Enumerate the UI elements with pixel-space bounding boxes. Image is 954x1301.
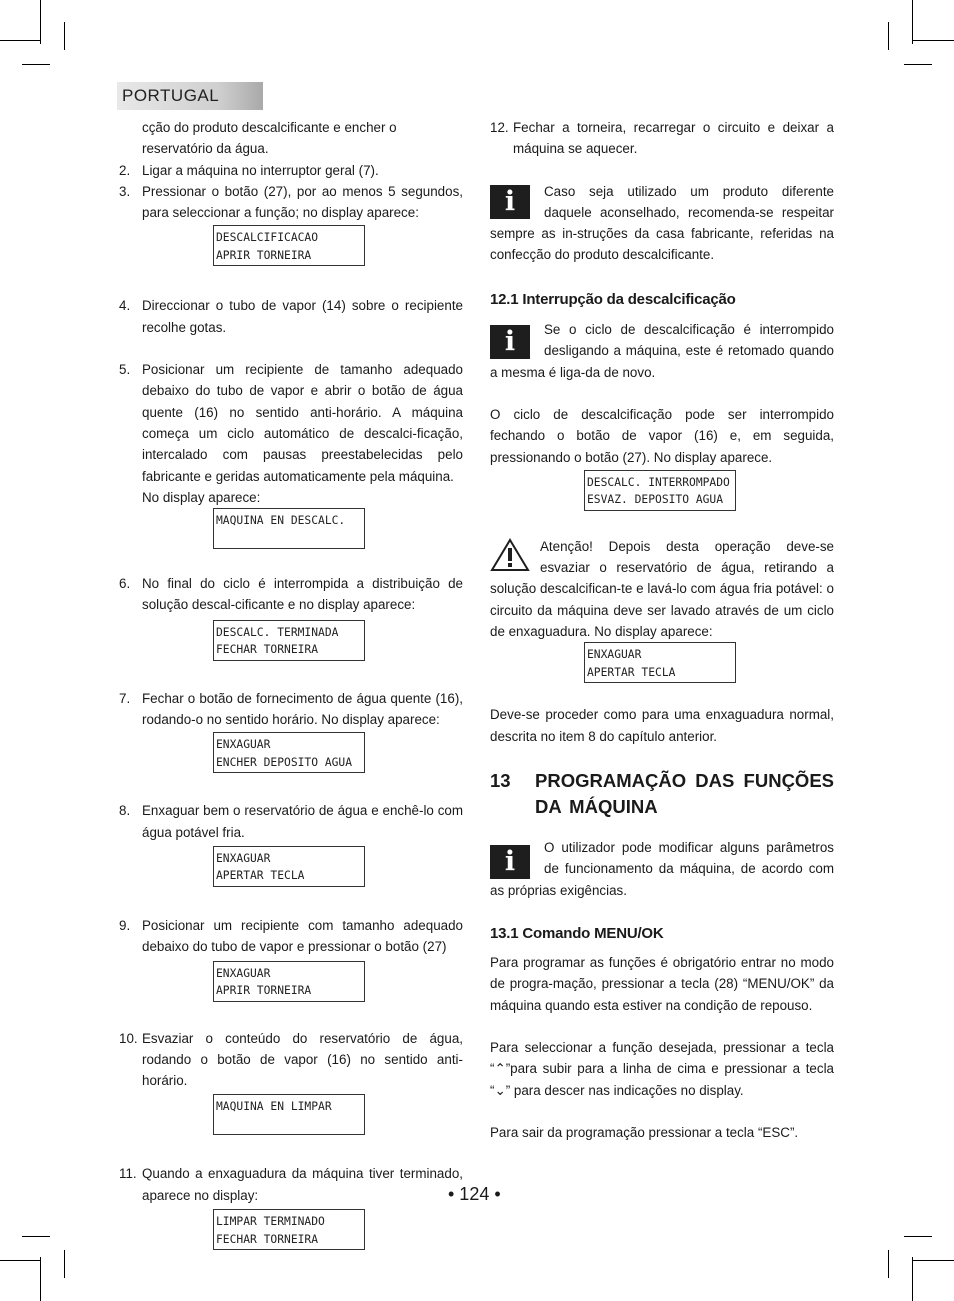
- crop-mark: [913, 1260, 954, 1261]
- info-note: [490, 319, 834, 383]
- step-5: 5. Posicionar um recipiente de tamanho adequado debaixo do tubo de vapor e abrir o botão de água quente (16) no sentido anti-horário. A máquina começa um ciclo automático de descalci-ficação, intercalado com pausas preestabelecidas pelo fabricante e geridas automaticamente pela máquina. No display aparece:: [119, 362, 463, 505]
- info-icon: i: [490, 325, 530, 359]
- display-box: [213, 961, 463, 1002]
- language-label: PORTUGAL: [122, 86, 220, 105]
- step-5-display-note: No display aparece:: [142, 489, 261, 505]
- step-6: 6. No final do ciclo é interrompida a distribuição de solução descal-cificante e no display aparece:: [119, 576, 463, 613]
- display-box: [213, 846, 463, 887]
- crop-mark: [40, 0, 41, 44]
- display-line-1: DESCALCIFICACAO: [216, 231, 319, 245]
- chapter-title: PROGRAMAÇÃO DAS FUNÇÕES DA MÁQUINA: [535, 769, 834, 817]
- crop-mark: [0, 40, 40, 41]
- display-line-2: APRIR TORNEIRA: [216, 984, 312, 998]
- display-line-2: FECHAR TORNEIRA: [216, 643, 319, 657]
- select-text: Para seleccionar a função desejada, pressionar a tecla “⌃”para subir para a linha de cima e pressionar a tecla “⌄” para descer nas indicações no display.: [490, 1040, 834, 1098]
- display-line-2: APERTAR TECLA: [587, 665, 676, 679]
- exit-text: Para sair da programação pressionar a tecla “ESC”.: [490, 1124, 799, 1140]
- crop-mark: [888, 1250, 889, 1278]
- warning-icon: [490, 538, 530, 572]
- step-12: 12. Fechar a torneira, recarregar o circuito e deixar a máquina se aquecer.: [490, 120, 834, 157]
- crop-mark: [22, 64, 50, 65]
- display-line-2: FECHAR TORNEIRA: [216, 1232, 319, 1246]
- warning-note: [490, 536, 834, 642]
- display-box: [213, 508, 463, 549]
- display-line-2: ESVAZ. DEPOSITO AGUA: [587, 493, 724, 507]
- right-column: [490, 117, 834, 1143]
- warning-text: Atenção! Depois desta operação deve-se esvaziar o reservatório de água, retirando a solução descalcifican-te e lavá-lo com água fria potável: o circuito da máquina deve ser lavado através de um ciclo de enxaguadura. No display aparece:: [490, 538, 834, 640]
- proceed-text: Deve-se proceder como para uma enxaguadura normal, descrita no item 8 do capítulo anterior.: [490, 707, 834, 744]
- display-line-1: MAQUINA EN LIMPAR: [216, 1100, 332, 1114]
- crop-mark: [64, 1250, 65, 1278]
- display-box: [213, 1209, 463, 1250]
- info-icon: i: [490, 845, 530, 879]
- display-line-2: ENCHER DEPOSITO AGUA: [216, 755, 353, 769]
- display-line-1: ENXAGUAR: [216, 851, 271, 865]
- interrupt-text: O ciclo de descalcificação pode ser interrompido fechando o botão de vapor (16) e, em seguida, pressionando o botão (27). No display aparece.: [490, 406, 834, 465]
- left-column: [119, 117, 463, 1250]
- display-box: [213, 732, 463, 773]
- step-10: 10. Esvaziar o conteúdo do reservatório de água, rodando o botão de vapor (16) no sentido anti-horário.: [119, 1030, 463, 1089]
- step-9: 9. Posicionar um recipiente com tamanho adequado debaixo do tubo de vapor e pressionar o botão (27): [119, 917, 463, 955]
- language-tab: [117, 82, 263, 110]
- display-line-1: DESCALC. INTERROMPADO: [587, 475, 730, 489]
- menu-text: Para programar as funções é obrigatório entrar no modo de progra-mação, pressionar a tecla (28) “MENU/OK” da máquina quando esta estiver na condição de repouso.: [490, 955, 835, 1013]
- crop-mark: [888, 22, 889, 50]
- down-arrow-icon: ⌄: [494, 1082, 506, 1098]
- crop-mark: [0, 1260, 40, 1261]
- display-line-1: MAQUINA EN DESCALC.: [216, 514, 346, 528]
- info-note: [490, 181, 834, 266]
- step-11: 11. Quando a enxaguadura da máquina tiver terminado, aparece no display:: [119, 1166, 463, 1203]
- display-line-1: ENXAGUAR: [587, 648, 642, 662]
- step-3: 3. Pressionar o botão (27), por ao menos 5 segundos, para seleccionar a função; no display aparece:: [119, 183, 463, 221]
- crop-mark: [22, 1236, 50, 1237]
- step-2: 2. Ligar a máquina no interruptor geral (7).: [119, 162, 379, 178]
- section-heading: 12.1 Interrupção da descalcificação: [490, 290, 736, 308]
- crop-mark: [64, 22, 65, 50]
- info-icon: i: [490, 185, 530, 219]
- display-box: [213, 225, 463, 266]
- note-text: O utilizador pode modificar alguns parâmetros de funcionamento da máquina, de acordo com as próprias exigências.: [490, 839, 834, 898]
- crop-mark: [904, 1236, 932, 1237]
- info-note: [490, 837, 834, 901]
- display-box: [584, 470, 834, 511]
- crop-mark: [40, 1257, 41, 1301]
- display-box: [213, 620, 463, 661]
- display-line-1: DESCALC. TERMINADA: [216, 625, 339, 639]
- note-text: Se o ciclo de descalcificação é interrompido desligando a máquina, este é retomado quando a mesma é liga-da de novo.: [490, 322, 834, 380]
- section-heading: 13.1 Comando MENU/OK: [490, 924, 664, 942]
- display-line-2: APERTAR TECLA: [216, 869, 305, 883]
- up-arrow-icon: ⌃: [494, 1061, 506, 1077]
- crop-mark: [912, 1257, 913, 1301]
- display-line-1: ENXAGUAR: [216, 738, 271, 752]
- chapter-heading: [490, 768, 834, 820]
- step-8: 8. Enxaguar bem o reservatório de água e enchê-lo com água potável fria.: [119, 803, 463, 840]
- display-box: [584, 642, 834, 683]
- display-line-1: ENXAGUAR: [216, 966, 271, 980]
- display-line-1: LIMPAR TERMINADO: [216, 1215, 325, 1229]
- page-number: • 124 •: [448, 1184, 501, 1204]
- crop-mark: [912, 0, 913, 44]
- intro-text: cção do produto descalcificante e encher o reservatório da água.: [142, 120, 397, 157]
- chapter-number: 13: [490, 769, 511, 791]
- note-text: Caso seja utilizado um produto diferente daquele aconselhado, recomenda-se respeitar sempre as in-struções da casa fabricante, referidas na confecção do produto descalcificante.: [490, 183, 834, 263]
- step-4: 4. Direccionar o tubo de vapor (14) sobre o recipiente recolhe gotas.: [119, 298, 463, 335]
- step-7: 7. Fechar o botão de fornecimento de água quente (16), rodando-o no sentido horário. No display aparece:: [119, 690, 463, 728]
- crop-mark: [904, 64, 932, 65]
- display-line-2: APRIR TORNEIRA: [216, 248, 312, 262]
- display-box: [213, 1094, 463, 1135]
- crop-mark: [913, 40, 954, 41]
